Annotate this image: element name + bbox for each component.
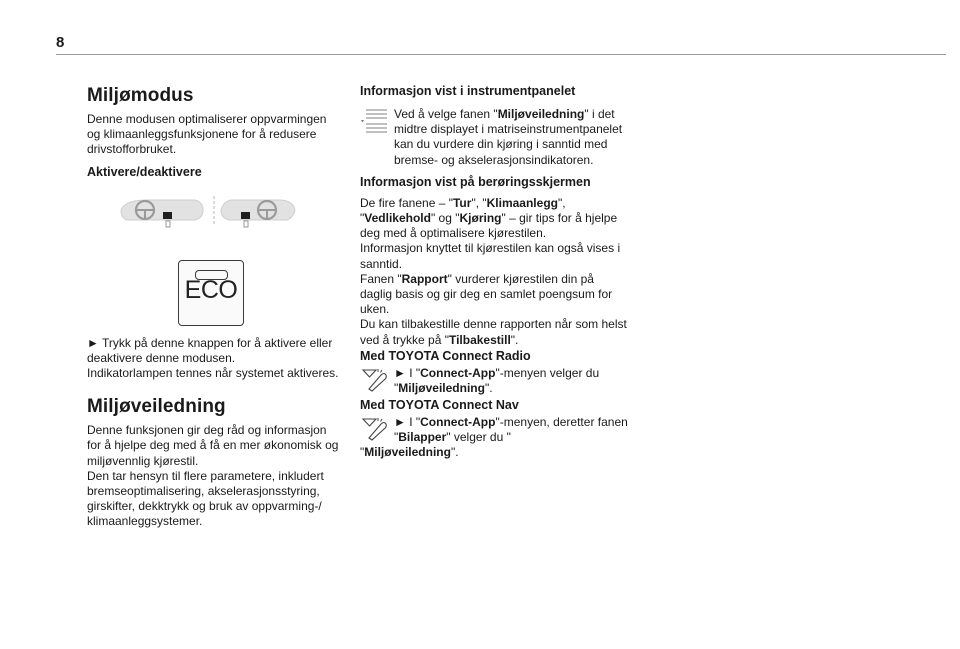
touch-screen-heading: Informasjon vist på berøringsskjermen: [360, 174, 591, 189]
eco-button: [178, 260, 244, 326]
eco-guide-description: Denne funksjonen gir deg råd og informasjon for å hjelpe deg med å få en mer økonomisk og miljøvennlig kjørestil.: [87, 423, 339, 468]
touch-screen-tabs: De fire fanene – "Tur", "Klimaanlegg", "Vedlikehold" og "Kjøring" – gir tips for å hjelpe deg med å optimalisere kjørestilen.: [360, 195, 618, 241]
touch-screen-report: Fanen "Rapport" vurderer kjørestilen din på daglig basis og gir deg en samlet poengsum for uken.: [360, 271, 613, 317]
eco-guide-parameters: Den tar hensyn til flere parametere, inkludert bremseoptimalisering, akselerasjonsstyring, girskifter, dekktrykk og bruk av oppvarming-/ klimaanleggsystemer.: [87, 468, 324, 529]
instrument-panel-heading: Informasjon vist i instrumentpanelet: [360, 84, 576, 98]
nav-heading: Med TOYOTA Connect Nav: [360, 398, 519, 413]
left-column: [87, 84, 339, 530]
radio-heading: Med TOYOTA Connect Radio: [360, 348, 531, 363]
touch-screen-icon: [360, 367, 394, 397]
activate-subheading: Aktivere/deaktivere: [87, 164, 202, 179]
radio-instruction: ► I "Connect-App"-menyen velger du "Miljøveiledning".: [360, 366, 628, 397]
page-number: 8: [56, 34, 65, 51]
touch-screen-icon: [360, 416, 394, 446]
instrument-panel-icon: [360, 108, 394, 138]
eco-action-instruction: ► Trykk på denne knappen for å aktivere eller deaktivere denne modusen.: [87, 335, 333, 365]
touch-screen-realtime: Informasjon knyttet til kjørestilen kan også vises i sanntid.: [360, 241, 621, 271]
nav-instruction-end: "Miljøveiledning".: [360, 445, 459, 460]
nav-instruction: ► I "Connect-App"-menyen, deretter fanen "Bilapper" velger du ": [360, 415, 628, 446]
instrument-panel-paragraph: Ved å velge fanen "Miljøveiledning" i det midtre displayet i matriseinstrumentpanelet kan du vurdere din kjøring i sanntid med bremse- og akselerasjonsindikatoren.: [360, 107, 628, 168]
eco-indicator-note: Indikatorlampen tennes når systemet aktiveres.: [87, 366, 339, 381]
right-column: [360, 83, 628, 460]
section-title-eco-mode: Miljømodus: [87, 85, 194, 106]
section-title-eco-guide: Miljøveiledning: [87, 396, 226, 418]
header-rule: [56, 54, 946, 55]
eco-button-label: ECO: [184, 275, 238, 304]
touch-screen-reset: Du kan tilbakestille denne rapporten når som helst ved å trykke på "Tilbakestill".: [360, 317, 627, 347]
dashboard-location-icon: [117, 190, 297, 250]
eco-button-illustration: [87, 190, 339, 326]
eco-mode-intro: Denne modusen optimaliserer oppvarmingen og klimaanleggsfunksjonene for å redusere drivstofforbruket.: [87, 112, 327, 157]
